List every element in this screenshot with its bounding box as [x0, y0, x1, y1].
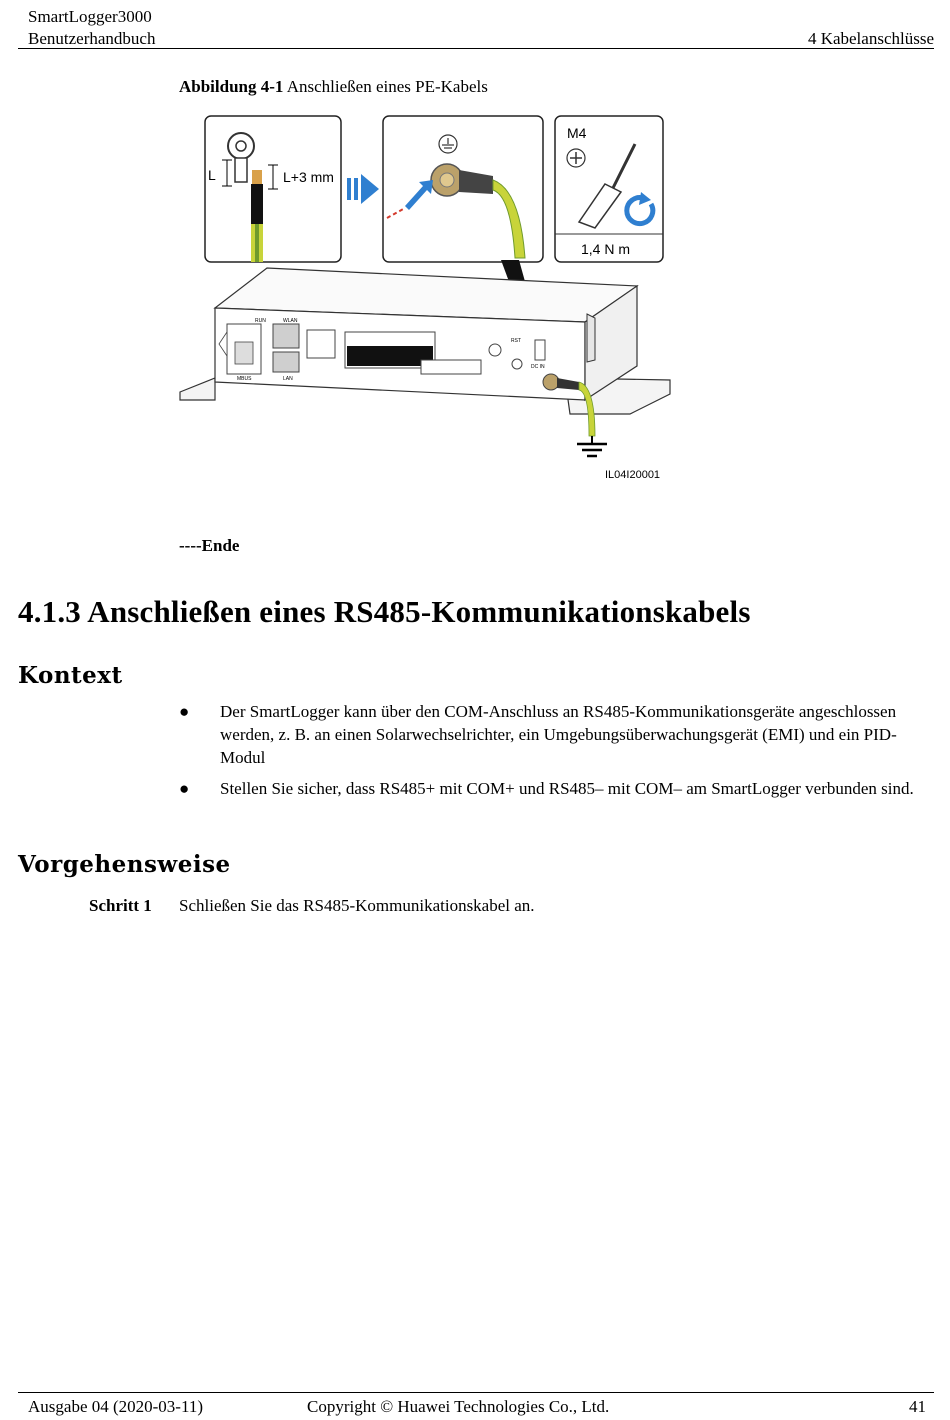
page-header-left [28, 6, 155, 50]
step-arrow-icon [347, 174, 379, 204]
header-product: SmartLogger3000 [28, 7, 152, 26]
bullet-icon: ● [179, 702, 190, 721]
kontext-bullet-list [179, 700, 919, 808]
device-label-run: RUN [255, 318, 266, 324]
section-title: 4.1.3 Anschließen eines RS485-Kommunikationskabels [18, 594, 751, 629]
footer-rule [18, 1392, 934, 1393]
device-label-wlan: WLAN [283, 318, 298, 324]
page-number: 41 [909, 1397, 926, 1416]
list-item-text: Stellen Sie sicher, dass RS485+ mit COM+ und RS485– mit COM– am SmartLogger verbunden sind. [220, 779, 914, 798]
step-text: Schließen Sie das RS485-Kommunikationskabel an. [179, 896, 535, 915]
dimension-l-label: L [208, 167, 216, 183]
torque-label: 1,4 N m [581, 241, 631, 257]
header-chapter: 4 Kabelanschlüsse [807, 29, 934, 48]
step-label: Schritt 1 [89, 896, 152, 915]
figure-caption-text: Anschließen eines PE-Kabels [283, 77, 488, 96]
header-rule [18, 48, 934, 49]
device-label-dc: DC IN [531, 364, 545, 370]
illustration-id: IL04I20001 [605, 469, 661, 481]
footer-edition: Ausgabe 04 (2020-03-11) [28, 1397, 203, 1416]
figure-caption [179, 77, 488, 97]
list-item [179, 700, 919, 769]
list-item-text: Der SmartLogger kann über den COM-Anschluss an RS485-Kommunikationsgeräte angeschlossen werden, z. B. an einen Solarwechselrichter, ein Umgebungsüberwachungsgerät (EMI) und ein PID-Modul [220, 702, 897, 767]
ground-connection-panel [383, 116, 543, 262]
bullet-icon: ● [179, 779, 190, 798]
list-item [179, 777, 919, 800]
screw-size-label: M4 [567, 125, 587, 141]
screwdriver-panel [555, 116, 663, 262]
crimp-panel [205, 116, 341, 262]
device-label-rst: RST [511, 338, 521, 344]
figure-caption-label: Abbildung 4-1 [179, 77, 284, 96]
device-label-lan: LAN [283, 376, 293, 382]
kontext-heading: Kontext [18, 662, 123, 689]
footer-copyright: Copyright © Huawei Technologies Co., Ltd. [307, 1397, 610, 1416]
device-label-mbus: MBUS [237, 376, 252, 382]
procedure-end-marker: ----Ende [179, 536, 240, 555]
procedure-heading: Vorgehensweise [18, 851, 231, 878]
smartlogger-device [180, 268, 670, 436]
dimension-l3-label: L+3 mm [283, 169, 334, 185]
earth-ground-icon [577, 436, 607, 456]
procedure-step [89, 896, 535, 916]
header-manual: Benutzerhandbuch [28, 29, 156, 48]
pe-cable-illustration [175, 110, 675, 490]
